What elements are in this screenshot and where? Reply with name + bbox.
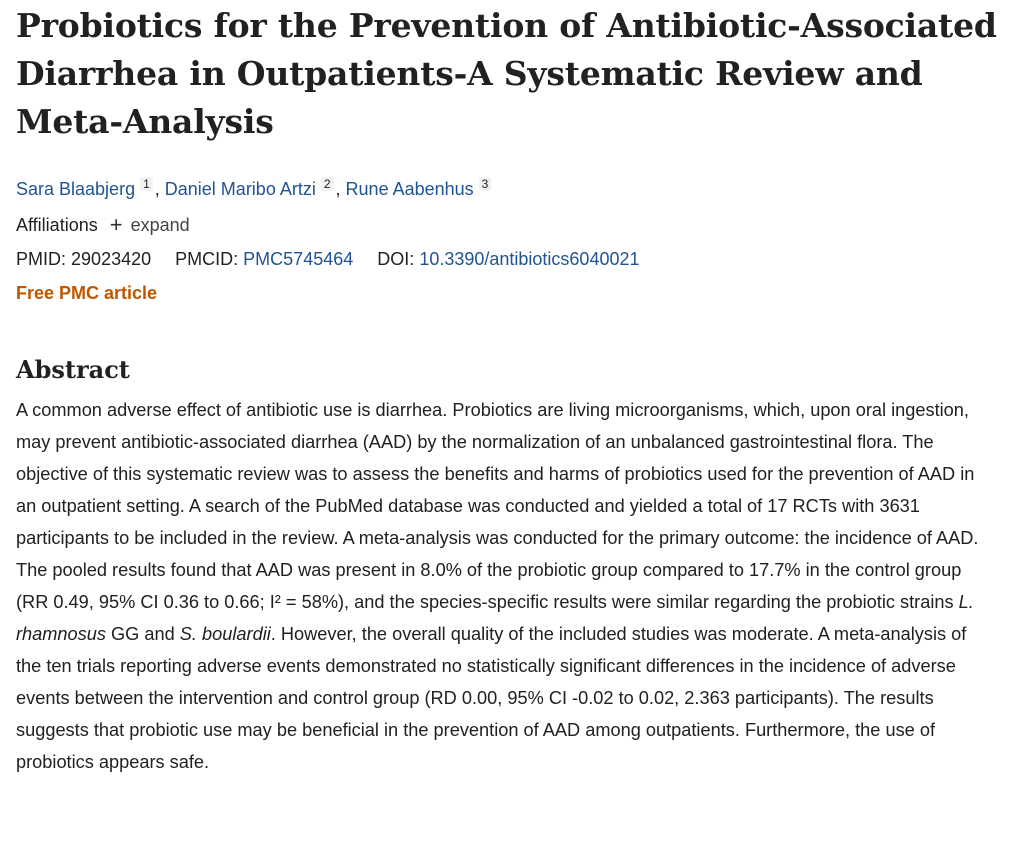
species-name: L. rhamnosus bbox=[16, 592, 974, 644]
article-page bbox=[16, 0, 1008, 778]
affiliations-label: Affiliations bbox=[16, 215, 98, 235]
plus-icon: + bbox=[109, 212, 123, 237]
article-title: Probiotics for the Prevention of Antibiotic-Associated Diarrhea in Outpatients-A Systematic Review and Meta-Analysis bbox=[16, 6, 997, 141]
expand-label: expand bbox=[130, 215, 190, 235]
author-link[interactable]: Rune Aabenhus bbox=[345, 179, 474, 199]
doi-link[interactable]: 10.3390/antibiotics6040021 bbox=[419, 249, 640, 269]
author-list: Sara Blaabjerg 1 , Daniel Maribo Artzi 2 , Rune Aabenhus 3 bbox=[16, 176, 1008, 202]
affiliation-ref[interactable]: 2 bbox=[321, 177, 334, 191]
expand-affiliations-button[interactable] bbox=[110, 212, 190, 238]
doi-label: DOI: bbox=[377, 249, 415, 269]
affiliation-ref[interactable]: 1 bbox=[140, 177, 153, 191]
affiliations-row bbox=[16, 212, 1008, 238]
pmid-label: PMID: bbox=[16, 249, 67, 269]
free-pmc-article-badge: Free PMC article bbox=[16, 283, 158, 303]
author-link[interactable]: Sara Blaabjerg bbox=[16, 179, 136, 199]
abstract-text: A common adverse effect of antibiotic use is diarrhea. Probiotics are living microorganisms, which, upon oral ingestion, may prevent antibiotic-associated diarrhea (AAD) by the normalization of an unbalanced gastrointestinal flora. The objective of this systematic review was to assess the benefits and harms of probiotics used for the prevention of AAD in an outpatient setting. A search of the PubMed database was conducted and yielded a total of 17 RCTs with 3631 participants to be included in the review. A meta-analysis was conducted for the primary outcome: the incidence of AAD. The pooled results found that AAD was present in 8.0% of the probiotic group compared to 17.7% in the control group (RR 0.49, 95% CI 0.36 to 0.66; I² = 58%), and the species-specific results were similar regarding the probiotic strains L. rhamnosus GG and S. boulardii. However, the overall quality of the included studies was moderate. A meta-analysis of the ten trials reporting adverse events demonstrated no statistically significant differences in the incidence of adverse events between the intervention and control group (RD 0.00, 95% CI -0.02 to 0.02, 2.363 participants). The results suggests that probiotic use may be beneficial in the prevention of AAD among outpatients. Furthermore, the use of probiotics appears safe. bbox=[16, 400, 979, 772]
pmid-value: 29023420 bbox=[71, 249, 152, 269]
author-link[interactable]: Daniel Maribo Artzi bbox=[164, 179, 316, 199]
pmcid-link[interactable]: PMC5745464 bbox=[243, 249, 354, 269]
species-name: S. boulardii bbox=[179, 624, 271, 644]
identifiers-row bbox=[16, 246, 1008, 272]
pmcid-label: PMCID: bbox=[175, 249, 239, 269]
abstract-heading: Abstract bbox=[16, 355, 130, 384]
affiliation-ref[interactable]: 3 bbox=[479, 177, 492, 191]
